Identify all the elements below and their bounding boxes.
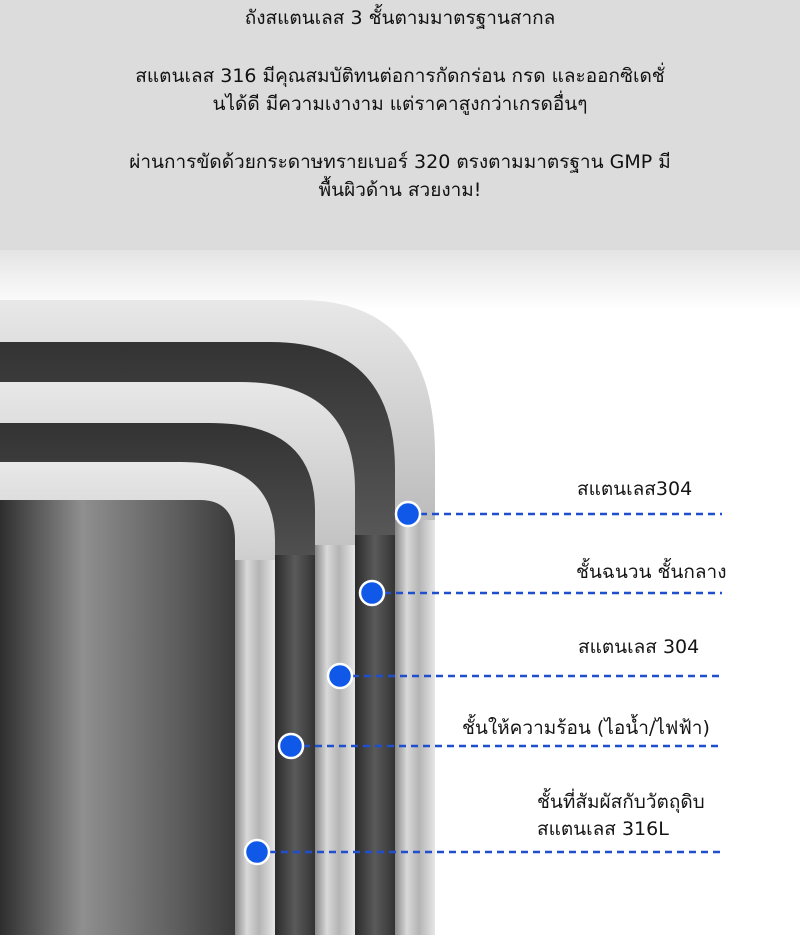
marker-dot [245, 840, 269, 864]
label-contact-layer [537, 789, 705, 843]
header-paragraph-line: พื้นผิวด้าน สวยงาม! [318, 179, 482, 201]
marker-dot [396, 502, 420, 526]
header-paragraph-line: สแตนเลส 316 มีคุณสมบัติทนต่อการกัดกร่อน กรด และออกซิเดชั่ [135, 65, 665, 87]
label-outer-304: สแตนเลส304 [577, 478, 693, 500]
header-paragraph-line: ผ่านการขัดด้วยกระดาษทรายเบอร์ 320 ตรงตามมาตรฐาน GMP มี [129, 151, 671, 173]
marker-dot [360, 581, 384, 605]
label-heating: ชั้นให้ความร้อน (ไอน้ำ/ไฟฟ้า) [462, 717, 710, 739]
middle-shell-side [315, 545, 355, 935]
marker-dot [279, 734, 303, 758]
label-contact-line: ชั้นที่สัมผัสกับวัตถุดิบ [537, 791, 705, 813]
inner-shell-side [235, 560, 275, 935]
tank-interior [0, 500, 235, 935]
label-middle-304: สแตนเลส 304 [578, 636, 700, 658]
label-contact-line: สแตนเลส 316L [537, 818, 669, 840]
header-title-line: ถังสแตนเลส 3 ชั้นตามมาตรฐานสากล [244, 7, 556, 29]
outer-shell-side [395, 520, 435, 935]
marker-dot [328, 664, 352, 688]
header-paragraph-line: นได้ดี มีความเงางาม แต่ราคาสูงกว่าเกรดอื่นๆ [212, 93, 588, 115]
label-insulation: ชั้นฉนวน ชั้นกลาง [576, 561, 727, 583]
